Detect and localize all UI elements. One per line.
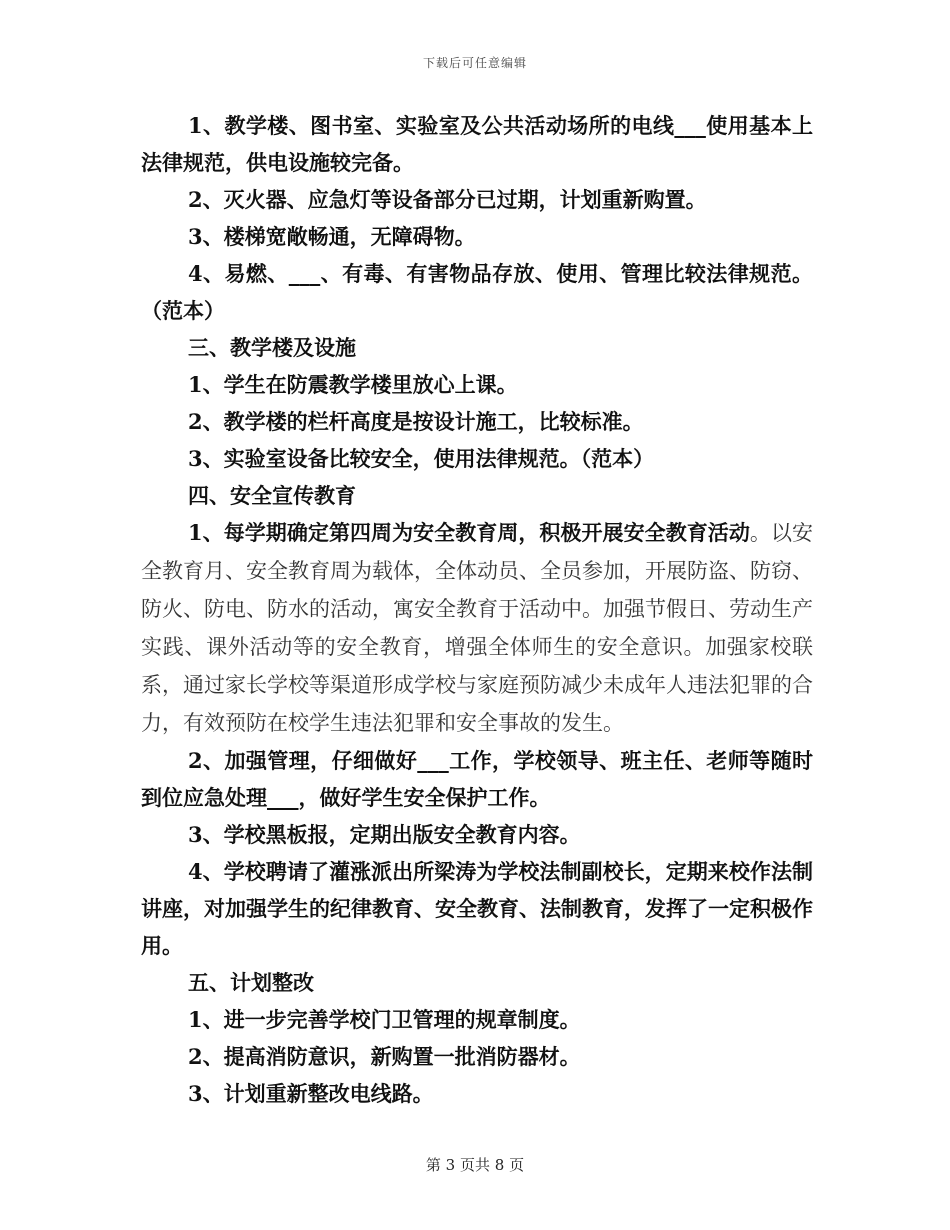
document-body bbox=[141, 107, 813, 1112]
paragraph-earthquake-building: 1、学生在防震教学楼里放心上课。 bbox=[188, 372, 518, 397]
section-heading-safety-education: 四、安全宣传教育 bbox=[188, 483, 356, 508]
paragraph-wiring: 1、教学楼、图书室、实验室及公共活动场所的电线___使用基本上法律规范，供电设施较完备。 bbox=[141, 113, 813, 175]
page-number-footer: 第 3 页共 8 页 bbox=[425, 1156, 525, 1174]
paragraph-guard-rules: 1、进一步完善学校门卫管理的规章制度。 bbox=[188, 1007, 581, 1032]
paragraph-hazardous-goods: 4、易燃、___、有毒、有害物品存放、使用、管理比较法律规范。（范本） bbox=[141, 261, 813, 323]
section-heading-buildings: 三、教学楼及设施 bbox=[188, 335, 356, 360]
paragraph-rewiring: 3、计划重新整改电线路。 bbox=[188, 1081, 434, 1106]
page-header-note: 下载后可任意编辑 bbox=[422, 56, 527, 70]
safety-week-bold-text: 1、每学期确定第四周为安全教育周，积极开展安全教育活动 bbox=[188, 520, 750, 545]
paragraph-stairs: 3、楼梯宽敞畅通，无障碍物。 bbox=[188, 224, 476, 249]
paragraph-lab-equipment: 3、实验室设备比较安全，使用法律规范。（范本） bbox=[188, 446, 655, 471]
paragraph-railings: 2、教学楼的栏杆高度是按设计施工，比较标准。 bbox=[188, 409, 644, 434]
paragraph-management: 2、加强管理，仔细做好___工作，学校领导、班主任、老师等随时到位应急处理___，做好学生安全保护工作。 bbox=[141, 748, 813, 810]
paragraph-fire-equipment: 2、提高消防意识，新购置一批消防器材。 bbox=[188, 1044, 581, 1069]
safety-week-detail-text: 。以安全教育月、安全教育周为载体，全体动员、全员参加，开展防盗、防窃、防火、防电、防水的活动，寓安全教育于活动中。加强节假日、劳动生产实践、课外活动等的安全教育，增强全体师生的安全意识。加强家校联系，通过家长学校等渠道形成学校与家庭预防减少未成年人违法犯罪的合力，有效预防在校学生违法犯罪和安全事故的发生。 bbox=[141, 521, 813, 735]
section-heading-rectification: 五、计划整改 bbox=[188, 970, 314, 995]
paragraph-extinguishers: 2、灭火器、应急灯等设备部分已过期，计划重新购置。 bbox=[188, 187, 707, 212]
paragraph-safety-week bbox=[141, 514, 813, 742]
paragraph-blackboard: 3、学校黑板报，定期出版安全教育内容。 bbox=[188, 822, 581, 847]
paragraph-legal-vice-principal: 4、学校聘请了灌涨派出所梁涛为学校法制副校长，定期来校作法制讲座，对加强学生的纪律教育、安全教育、法制教育，发挥了一定积极作用。 bbox=[141, 859, 813, 958]
